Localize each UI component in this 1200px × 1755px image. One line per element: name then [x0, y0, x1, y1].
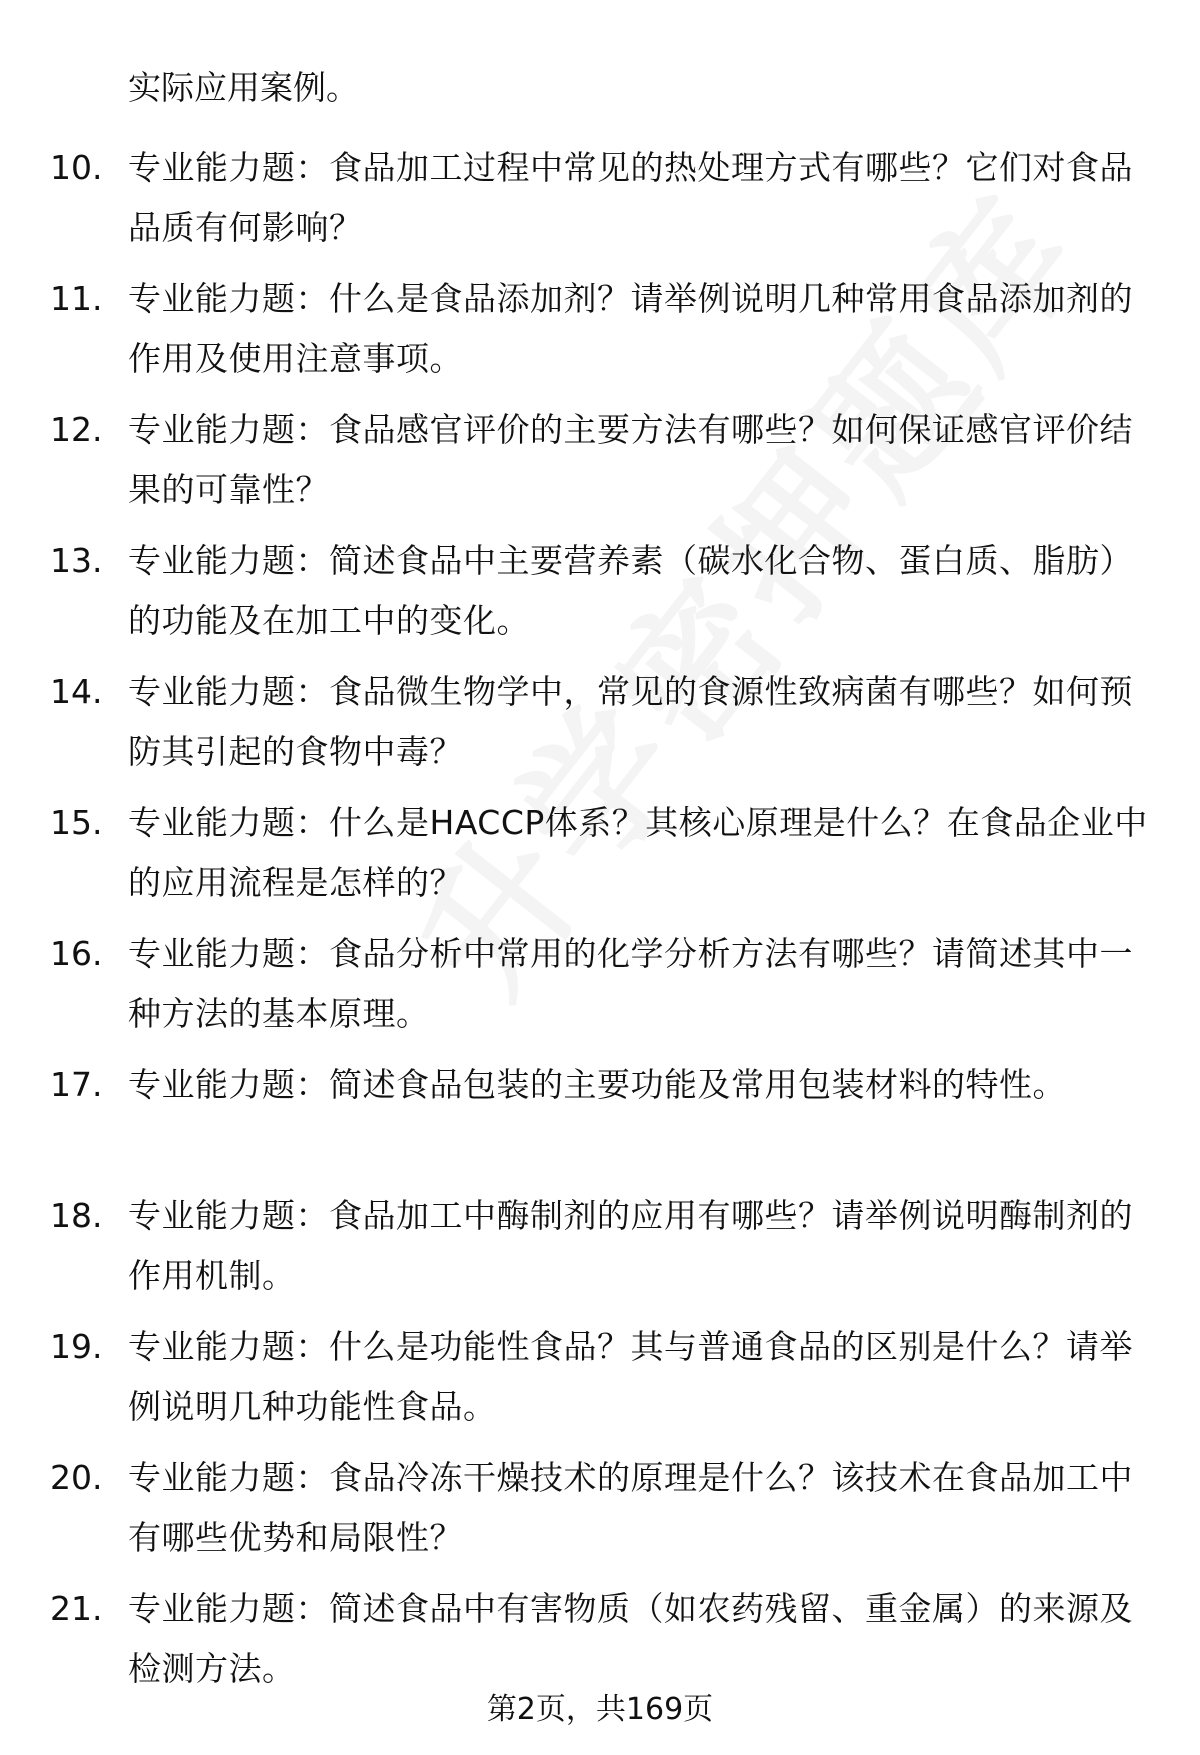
question-number: 11.: [50, 279, 103, 318]
question-number: 14.: [50, 672, 103, 711]
page-footer: 第2页，共169页: [486, 1692, 714, 1727]
question-item: [0, 1448, 1200, 1579]
question-text: 专业能力题：食品微生物学中，常见的食源性致病菌有哪些？如何预防其引起的食物中毒？: [128, 672, 1133, 771]
question-number: 16.: [50, 934, 103, 973]
question-number: 10.: [50, 148, 103, 187]
question-list: [0, 138, 1200, 1710]
question-item: [0, 269, 1200, 400]
question-number: 12.: [50, 410, 103, 449]
question-text: 专业能力题：简述食品中有害物质（如农药残留、重金属）的来源及检测方法。: [128, 1589, 1133, 1688]
question-item: [0, 400, 1200, 531]
question-text: 专业能力题：食品分析中常用的化学分析方法有哪些？请简述其中一种方法的基本原理。: [128, 934, 1133, 1033]
question-item: [0, 531, 1200, 662]
question-number: 18.: [50, 1196, 103, 1235]
question-number: 13.: [50, 541, 103, 580]
question-text: 专业能力题：食品冷冻干燥技术的原理是什么？该技术在食品加工中有哪些优势和局限性？: [128, 1458, 1133, 1557]
question-text: 专业能力题：食品加工过程中常见的热处理方式有哪些？它们对食品品质有何影响？: [128, 148, 1133, 247]
question-text: 专业能力题：食品感官评价的主要方法有哪些？如何保证感官评价结果的可靠性？: [128, 410, 1133, 509]
question-item: [0, 138, 1200, 269]
question-text: 专业能力题：食品加工中酶制剂的应用有哪些？请举例说明酶制剂的作用机制。: [128, 1196, 1133, 1295]
question-number: 15.: [50, 803, 103, 842]
question-item: [0, 924, 1200, 1055]
question-number: 21.: [50, 1589, 103, 1628]
question-item: [0, 1317, 1200, 1448]
question-text: 专业能力题：什么是HACCP体系？其核心原理是什么？在食品企业中的应用流程是怎样的？: [128, 803, 1148, 902]
question-item: [0, 1186, 1200, 1317]
question-text: 专业能力题：简述食品中主要营养素（碳水化合物、蛋白质、脂肪）的功能及在加工中的变化。: [128, 541, 1133, 640]
question-item: [0, 662, 1200, 793]
question-text: 专业能力题：什么是食品添加剂？请举例说明几种常用食品添加剂的作用及使用注意事项。: [128, 279, 1133, 378]
question-item: [0, 793, 1200, 924]
question-text: 专业能力题：什么是功能性食品？其与普通食品的区别是什么？请举例说明几种功能性食品。: [128, 1327, 1133, 1426]
question-number: 20.: [50, 1458, 103, 1497]
continuation-text: 实际应用案例。: [128, 68, 359, 107]
question-text: 专业能力题：简述食品包装的主要功能及常用包装材料的特性。: [128, 1065, 1066, 1104]
question-number: 17.: [50, 1065, 103, 1104]
question-number: 19.: [50, 1327, 103, 1366]
question-item: [0, 1055, 1200, 1186]
